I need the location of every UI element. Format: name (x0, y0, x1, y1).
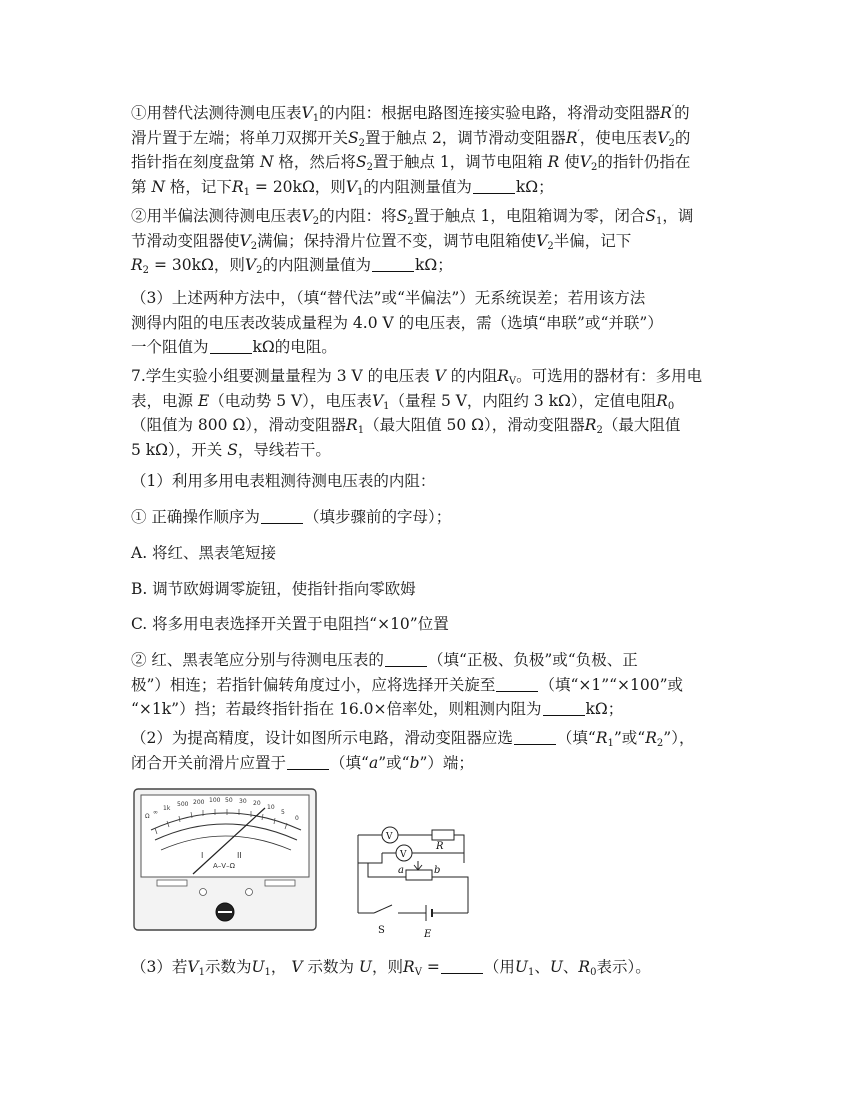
circuit-diagram (352, 821, 478, 943)
meter-center-text: A–V–Ω (213, 862, 235, 870)
q7-step1: ① 正确操作顺序为 （填步骤前的字母）； (131, 508, 452, 526)
q7-step2-paragraph: ② 红、黑表笔应分别与待测电压表的 （填“正极、负极”或“负极、正 极”）相连；若指针偏转角度过小，应将选择开关旋至 （填“×1”“×100”或 “×1k”）挡；若最终指针指在 16.0×倍率处，则粗测内阻为 kΩ； (131, 651, 684, 718)
q7-option-b: B. 调节欧姆调零旋钮，使指针指向零欧姆 (131, 580, 416, 598)
q6-step1-paragraph: ①用替代法测待测电压表$V_1$的内阻：根据电路图连接实验电路，将滑动变阻器R′的 滑片置于左端；将单刀双掷开关$S_2$置于触点 2，调节滑动变阻器R′，使电压表$V_2$的 指针指在刻度盘第 N 格，然后将$S_2$置于触点 1，调节电阻箱 R 使$V_2$的指针仍指在 第 N 格，记下$R_1 = 20k\Omega$，则$V_1$的内阻测量值为 kΩ； (131, 103, 691, 198)
answer-blank (372, 256, 414, 272)
answer-blank (496, 676, 538, 692)
meter-scale-label: 30 (239, 798, 247, 805)
answer-blank (287, 754, 329, 770)
meter-scale-label: 200 (193, 799, 205, 806)
answer-blank (473, 178, 515, 194)
meter-scale-label: 10 (267, 804, 275, 811)
meter-scale-label: 1k (163, 805, 171, 812)
circuit-label-a: a (398, 865, 404, 876)
q7-option-a: A. 将红、黑表笔短接 (131, 544, 277, 562)
answer-blank (514, 729, 556, 745)
q6-part3-paragraph: （3）上述两种方法中，（填“替代法”或“半偏法”）无系统误差；若用该方法 测得内阻的电压表改装成量程为 4.0 V 的电压表，需（选填“串联”或“并联”） 一个阻值为 kΩ的电阻。 (131, 289, 663, 356)
answer-blank (543, 700, 585, 716)
meter-scale-label: ∞ (153, 809, 158, 816)
meter-scale-label: 0 (295, 815, 299, 822)
q7-part3-paragraph: （3）若$V_1$示数为$U_1$， V 示数为 U，则$R_V$ = （用$U_1$、U、$R_0$表示）。 (131, 958, 651, 978)
q7-intro-paragraph: 7.学生实验小组要测量量程为 3 V 的电压表 V 的内阻$R_V$。可选用的器材有：多用电 表，电源 E（电动势 5 V），电压表$V_1$（量程 5 V，内阻约 3 kΩ），定值电阻$R_0$ （阻值为 800 Ω），滑动变阻器$R_1$（最大阻值 50 Ω），滑动变阻器$R_2$（最大阻值 5 kΩ），开关 S，导线若干。 (131, 367, 703, 459)
answer-blank (385, 651, 427, 667)
meter-mark: II (237, 851, 242, 860)
meter-scale-label: 500 (177, 801, 189, 808)
circuit-label-e: E (424, 929, 432, 940)
meter-mark: I (201, 851, 204, 860)
meter-scale-label: 5 (281, 809, 285, 816)
answer-blank (210, 338, 252, 354)
meter-scale-label: Ω (145, 813, 150, 820)
meter-scale-label: 20 (253, 800, 261, 807)
answer-blank (441, 958, 483, 974)
meter-scale-label: 100 (209, 797, 221, 804)
q7-part2-paragraph: （2）为提高精度，设计如图所示电路，滑动变阻器应选 （填“$R_1$”或“$R_2$”）， 闭合开关前滑片应置于 （填“a”或“b”）端； (131, 729, 695, 772)
meter-scale-label: 50 (225, 797, 233, 804)
multimeter-figure (133, 788, 317, 931)
circuit-label-s: S (378, 925, 385, 936)
circuit-label-v: V (386, 832, 393, 842)
answer-blank (261, 508, 303, 524)
q7-option-c: C. 将多用电表选择开关置于电阻挡“×10”位置 (131, 615, 449, 633)
circuit-label-v1: V (400, 850, 407, 860)
circuit-label-r0: R (436, 841, 444, 852)
circuit-label-b: b (434, 865, 441, 876)
q6-step2-paragraph: ②用半偏法测待测电压表$V_2$的内阻：将$S_2$置于触点 1，电阻箱调为零，闭合$S_1$，调 节滑动变阻器使$V_2$满偏；保持滑片位置不变，调节电阻箱使$V_2$半偏，记下 $R_2 = 30k\Omega$，则$V_2$的内阻测量值为 kΩ； (131, 207, 694, 276)
q7-part1-heading: （1）利用多用电表粗测待测电压表的内阻： (131, 472, 436, 490)
